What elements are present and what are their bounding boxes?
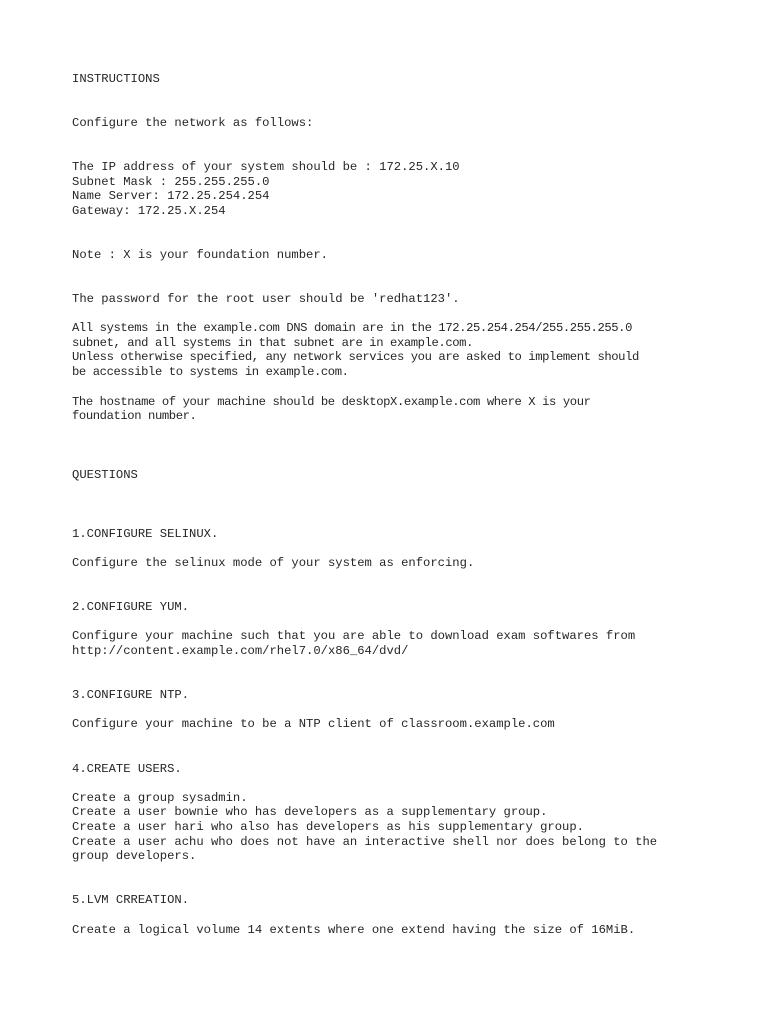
question-body-line: Create a user achu who does not have an interactive shell nor does belong to the: [72, 835, 658, 849]
question-body-line: Create a user hari who also has developers as his supplementary group.: [72, 820, 584, 834]
gateway-line: Gateway: 172.25.X.254: [72, 204, 226, 218]
question-body-line: group developers.: [72, 849, 197, 863]
ip-address-line: The IP address of your system should be : 172.25.X.10: [72, 160, 460, 174]
question-title: 4.CREATE USERS.: [72, 762, 182, 776]
question-body-line: Create a group sysadmin.: [72, 791, 248, 805]
instructions-heading: INSTRUCTIONS: [72, 72, 160, 86]
subnet-mask-line: Subnet Mask : 255.255.255.0: [72, 175, 270, 189]
domain-paragraph-line: Unless otherwise specified, any network services you are asked to implement should: [72, 350, 639, 364]
note-line: Note : X is your foundation number.: [72, 248, 328, 262]
name-server-line: Name Server: 172.25.254.254: [72, 189, 270, 203]
questions-heading: QUESTIONS: [72, 468, 138, 482]
question-title: 1.CONFIGURE SELINUX.: [72, 527, 219, 541]
hostname-paragraph-line: foundation number.: [72, 409, 197, 423]
password-line: The password for the root user should be 'redhat123'.: [72, 292, 460, 306]
domain-paragraph-line: be accessible to systems in example.com.: [72, 365, 349, 379]
domain-paragraph-line: All systems in the example.com DNS domain are in the 172.25.254.254/255.255.255.0: [72, 321, 633, 335]
question-body-line: Configure your machine such that you are able to download exam softwares from: [72, 629, 636, 643]
question-body-line: Configure your machine to be a NTP client of classroom.example.com: [72, 717, 555, 731]
question-title: 3.CONFIGURE NTP.: [72, 688, 190, 702]
question-title: 2.CONFIGURE YUM.: [72, 600, 190, 614]
hostname-paragraph-line: The hostname of your machine should be desktopX.example.com where X is your: [72, 395, 591, 409]
question-body-line: Create a user bownie who has developers as a supplementary group.: [72, 805, 548, 819]
question-title: 5.LVM CRREATION.: [72, 893, 190, 907]
question-body-line: Configure the selinux mode of your system as enforcing.: [72, 556, 475, 570]
network-intro: Configure the network as follows:: [72, 116, 314, 130]
question-body-line: Create a logical volume 14 extents where one extend having the size of 16MiB.: [72, 923, 636, 937]
domain-paragraph-line: subnet, and all systems in that subnet are in example.com.: [72, 336, 473, 350]
question-body-line: http://content.example.com/rhel7.0/x86_64/dvd/: [72, 644, 409, 658]
